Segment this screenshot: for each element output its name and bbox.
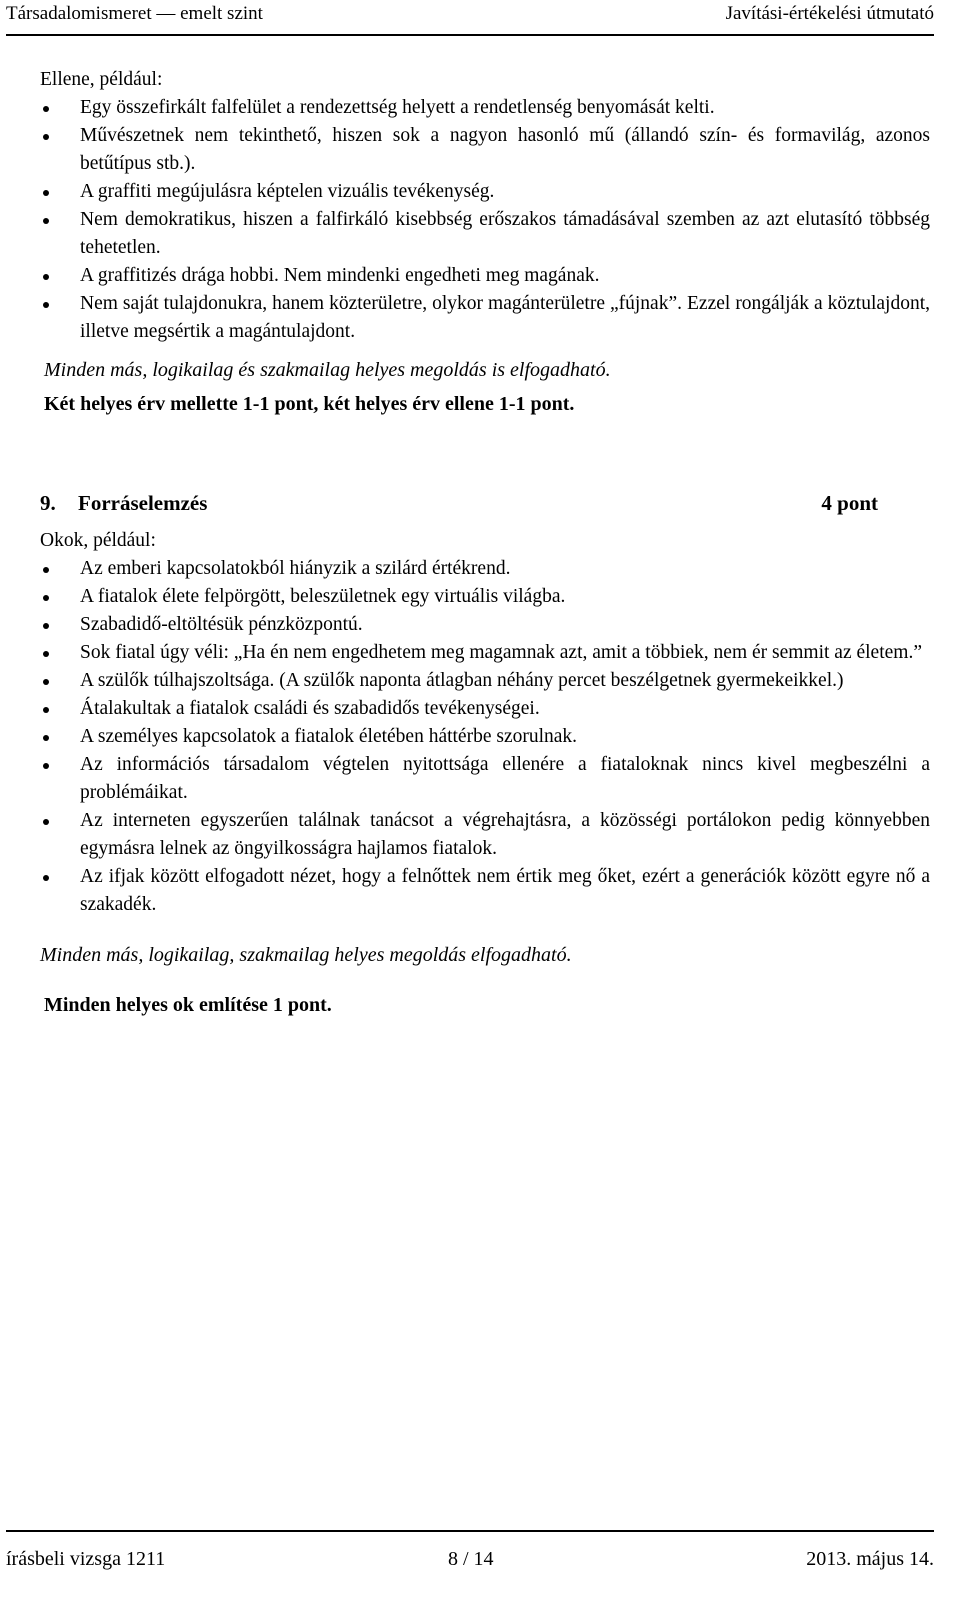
list-item: Nem saját tulajdonukra, hanem közterületre, olykor magánterületre „fújnak”. Ezzel rongálják a köztulajdont, illetve megsértik a magántulajdont. [40, 290, 930, 346]
bullet-icon [43, 875, 49, 881]
list-item: Az emberi kapcsolatokból hiányzik a szilárd értékrend. [40, 555, 930, 583]
section-9-scoring: Minden helyes ok említése 1 pont. [44, 994, 332, 1016]
section-9-lead: Okok, például: [40, 530, 156, 551]
ellene-section [40, 66, 930, 418]
bullet-icon [43, 651, 49, 657]
list-item: Nem demokratikus, hiszen a falfirkáló kisebbség erőszakos támadásával szemben az azt elutasító többség tehetetlen. [40, 206, 930, 262]
ellene-scoring: Két helyes érv mellette 1-1 pont, két helyes érv ellene 1-1 pont. [44, 393, 575, 415]
section-points: 4 pont [821, 491, 878, 515]
list-item: Szabadidő-eltöltésük pénzközpontú. [40, 611, 930, 639]
header-subject: Társadalomismeret — emelt szint [6, 3, 263, 24]
bullet-icon [43, 134, 49, 140]
bullet-icon [43, 735, 49, 741]
bullet-icon [43, 819, 49, 825]
ellene-list [40, 94, 930, 346]
footer-date: 2013. május 14. [806, 1548, 934, 1570]
list-item: A graffiti megújulásra képtelen vizuális tevékenység. [40, 178, 930, 206]
footer-page-number: 8 / 14 [448, 1548, 494, 1570]
list-item: Művészetnek nem tekinthető, hiszen sok a nagyon hasonló mű (állandó szín- és formavilág, azonos betűtípus stb.). [40, 122, 930, 178]
ellene-note: Minden más, logikailag és szakmailag helyes megoldás is elfogadható. [44, 359, 611, 381]
section-9-list [40, 555, 930, 919]
list-item: Átalakultak a fiatalok családi és szabadidős tevékenységei. [40, 695, 930, 723]
bullet-icon [43, 218, 49, 224]
list-item: Az információs társadalom végtelen nyitottsága ellenére a fiataloknak nincs kivel megbeszélni a problémáikat. [40, 751, 930, 807]
ellene-lead: Ellene, például: [40, 69, 163, 90]
list-item: Az ifjak között elfogadott nézet, hogy a felnőttek nem értik meg őket, ezért a generációk között egyre nő a szakadék. [40, 863, 930, 919]
bullet-icon [43, 190, 49, 196]
section-9-note: Minden más, logikailag, szakmailag helyes megoldás elfogadható. [40, 944, 572, 966]
header-divider [6, 34, 934, 36]
list-item: A graffitizés drága hobbi. Nem mindenki engedheti meg magának. [40, 262, 930, 290]
list-item: Egy összefirkált falfelület a rendezettség helyett a rendetlenség benyomását kelti. [40, 94, 930, 122]
header-document-type: Javítási-értékelési útmutató [725, 3, 934, 24]
footer-exam-code: írásbeli vizsga 1211 [6, 1548, 166, 1570]
bullet-icon [43, 763, 49, 769]
bullet-icon [43, 623, 49, 629]
footer-divider [6, 1530, 934, 1532]
list-item: A személyes kapcsolatok a fiatalok életében háttérbe szorulnak. [40, 723, 930, 751]
bullet-icon [43, 707, 49, 713]
page-header [6, 0, 934, 32]
list-item: A fiatalok élete felpörgött, beleszületnek egy virtuális világba. [40, 583, 930, 611]
bullet-icon [43, 274, 49, 280]
list-item: Az interneten egyszerűen találnak tanácsot a végrehajtásra, a közösségi portálokon pedig könnyebben egymásra lelnek az öngyilkosságra hajlamos fiatalok. [40, 807, 930, 863]
section-title: Forráselemzés [78, 491, 208, 515]
bullet-icon [43, 595, 49, 601]
bullet-icon [43, 106, 49, 112]
section-number: 9. [40, 491, 56, 515]
list-item: Sok fiatal úgy véli: „Ha én nem engedhetem meg magamnak azt, amit a többiek, nem ér semmit az életem.” [40, 639, 930, 667]
list-item: A szülők túlhajszoltsága. (A szülők naponta átlagban néhány percet beszélgetnek gyermekeikkel.) [40, 667, 930, 695]
bullet-icon [43, 567, 49, 573]
bullet-icon [43, 302, 49, 308]
bullet-icon [43, 679, 49, 685]
section-9-body [40, 527, 930, 1019]
